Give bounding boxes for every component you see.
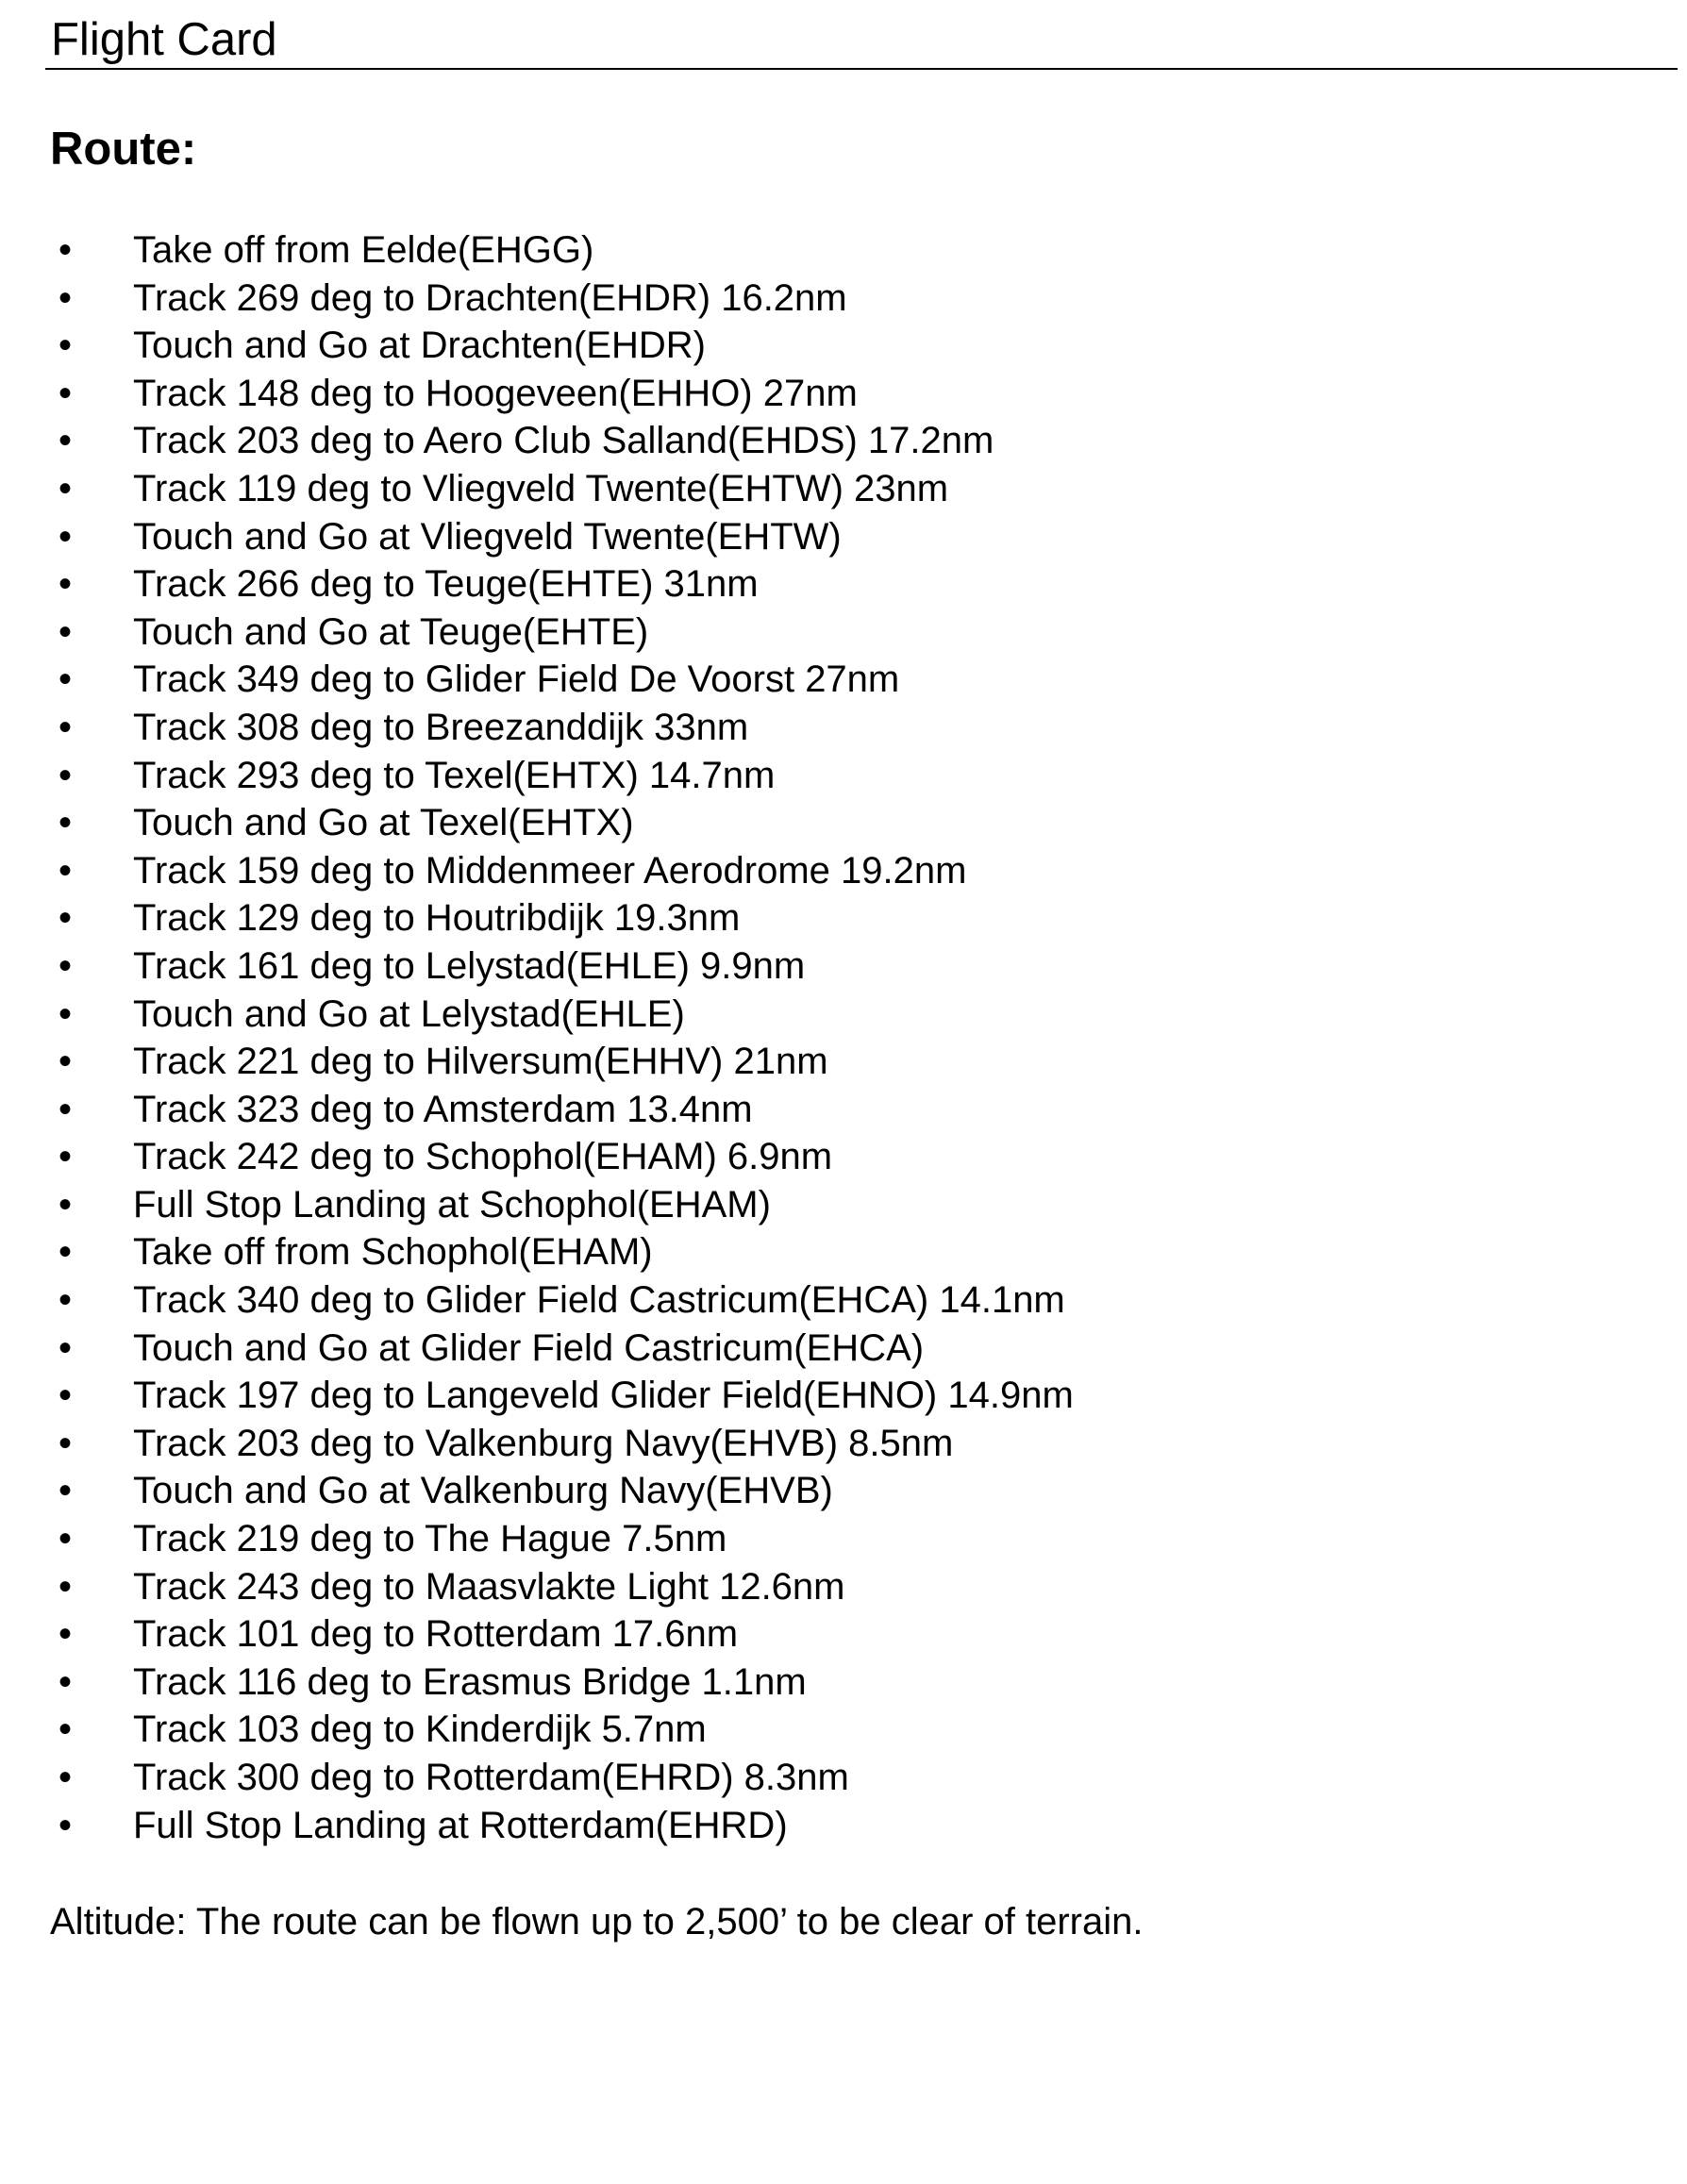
- bullet-icon: •: [58, 515, 73, 558]
- route-item-text: Track 161 deg to Lelystad(EHLE) 9.9nm: [133, 944, 806, 987]
- bullet-icon: •: [58, 1041, 73, 1083]
- route-item: [0, 1563, 1604, 1611]
- route-item: [0, 1038, 1604, 1086]
- route-item: [0, 1086, 1604, 1134]
- route-item-text: Track 308 deg to Breezanddijk 33nm: [133, 706, 749, 748]
- bullet-icon: •: [58, 706, 73, 748]
- route-item: [0, 417, 1604, 465]
- route-item-text: Full Stop Landing at Rotterdam(EHRD): [133, 1804, 788, 1846]
- route-item-text: Touch and Go at Drachten(EHDR): [133, 325, 706, 367]
- route-item: [0, 560, 1604, 609]
- bullet-icon: •: [58, 1326, 73, 1369]
- route-item: [0, 942, 1604, 991]
- route-item-text: Track 119 deg to Vliegveld Twente(EHTW) 23nm: [133, 467, 949, 509]
- route-item: [0, 1420, 1604, 1468]
- route-item-text: Track 203 deg to Valkenburg Navy(EHVB) 8.5nm: [133, 1422, 954, 1464]
- bullet-icon: •: [58, 659, 73, 701]
- route-item: [0, 1325, 1604, 1373]
- bullet-icon: •: [58, 1804, 73, 1846]
- route-item-text: Track 323 deg to Amsterdam 13.4nm: [133, 1088, 753, 1130]
- route-item-text: Track 221 deg to Hilversum(EHHV) 21nm: [133, 1041, 828, 1083]
- route-item-text: Track 159 deg to Middenmeer Aerodrome 19.2nm: [133, 849, 967, 892]
- route-item: [0, 752, 1604, 800]
- bullet-icon: •: [58, 944, 73, 987]
- route-item: [0, 894, 1604, 942]
- bullet-icon: •: [58, 1088, 73, 1130]
- route-item-text: Touch and Go at Glider Field Castricum(EHCA): [133, 1326, 925, 1369]
- route-item: [0, 1706, 1604, 1754]
- bullet-icon: •: [58, 754, 73, 796]
- bullet-icon: •: [58, 802, 73, 844]
- route-item-text: Track 203 deg to Aero Club Salland(EHDS) 17.2nm: [133, 420, 994, 462]
- route-item-text: Track 116 deg to Erasmus Bridge 1.1nm: [133, 1660, 807, 1703]
- route-item: [0, 1610, 1604, 1659]
- page-header: [45, 0, 1678, 70]
- bullet-icon: •: [58, 849, 73, 892]
- route-item-text: Touch and Go at Lelystad(EHLE): [133, 992, 685, 1035]
- route-item-text: Track 266 deg to Teuge(EHTE) 31nm: [133, 563, 759, 606]
- document-title: Flight Card: [51, 14, 277, 65]
- route-item: [0, 1276, 1604, 1325]
- bullet-icon: •: [58, 467, 73, 509]
- bullet-icon: •: [58, 1613, 73, 1656]
- route-item: [0, 1372, 1604, 1420]
- route-item-text: Touch and Go at Vliegveld Twente(EHTW): [133, 515, 842, 558]
- route-item: [0, 275, 1604, 323]
- route-item: [0, 1659, 1604, 1707]
- route-item: [0, 1133, 1604, 1181]
- route-heading: Route:: [50, 124, 197, 175]
- bullet-icon: •: [58, 563, 73, 606]
- route-item-text: Take off from Schophol(EHAM): [133, 1231, 653, 1274]
- route-item: [0, 656, 1604, 704]
- route-item-text: Track 349 deg to Glider Field De Voorst 27nm: [133, 659, 900, 701]
- route-item: [0, 1515, 1604, 1563]
- bullet-icon: •: [58, 1660, 73, 1703]
- bullet-icon: •: [58, 1183, 73, 1225]
- bullet-icon: •: [58, 1518, 73, 1560]
- route-item: [0, 1181, 1604, 1229]
- bullet-icon: •: [58, 1279, 73, 1322]
- route-list: [0, 226, 1604, 1849]
- altitude-note: Altitude: The route can be flown up to 2,500’ to be clear of terrain.: [50, 1901, 1144, 1942]
- route-item-text: Track 129 deg to Houtribdijk 19.3nm: [133, 897, 741, 940]
- bullet-icon: •: [58, 1565, 73, 1608]
- bullet-icon: •: [58, 992, 73, 1035]
- route-item-text: Touch and Go at Valkenburg Navy(EHVB): [133, 1470, 833, 1512]
- route-item-text: Track 197 deg to Langeveld Glider Field(EHNO) 14.9nm: [133, 1375, 1074, 1417]
- bullet-icon: •: [58, 897, 73, 940]
- route-item-text: Track 300 deg to Rotterdam(EHRD) 8.3nm: [133, 1757, 849, 1798]
- bullet-icon: •: [58, 1422, 73, 1464]
- bullet-icon: •: [58, 610, 73, 653]
- route-item-text: Track 340 deg to Glider Field Castricum(EHCA) 14.1nm: [133, 1279, 1065, 1322]
- route-item: [0, 370, 1604, 418]
- route-item-text: Track 269 deg to Drachten(EHDR) 16.2nm: [133, 276, 847, 319]
- route-item: [0, 847, 1604, 895]
- bullet-icon: •: [58, 1231, 73, 1274]
- bullet-icon: •: [58, 276, 73, 319]
- bullet-icon: •: [58, 1757, 73, 1798]
- bullet-icon: •: [58, 229, 73, 271]
- route-item-text: Track 243 deg to Maasvlakte Light 12.6nm: [133, 1565, 845, 1608]
- bullet-icon: •: [58, 1709, 73, 1751]
- route-item: [0, 1802, 1604, 1850]
- route-item-text: Track 103 deg to Kinderdijk 5.7nm: [133, 1709, 707, 1751]
- route-item-text: Track 293 deg to Texel(EHTX) 14.7nm: [133, 754, 776, 796]
- route-item-text: Touch and Go at Texel(EHTX): [133, 802, 634, 844]
- route-item: [0, 465, 1604, 513]
- bullet-icon: •: [58, 420, 73, 462]
- route-item-text: Track 242 deg to Schophol(EHAM) 6.9nm: [133, 1136, 833, 1178]
- route-item: [0, 322, 1604, 370]
- route-item-text: Track 219 deg to The Hague 7.5nm: [133, 1518, 727, 1560]
- route-item: [0, 799, 1604, 847]
- bullet-icon: •: [58, 1375, 73, 1417]
- route-item-text: Take off from Eelde(EHGG): [133, 229, 594, 271]
- bullet-icon: •: [58, 372, 73, 414]
- route-item: [0, 226, 1604, 275]
- route-item-text: Touch and Go at Teuge(EHTE): [133, 610, 649, 653]
- route-item: [0, 1754, 1604, 1802]
- route-item-text: Full Stop Landing at Schophol(EHAM): [133, 1183, 771, 1225]
- route-item-text: Track 101 deg to Rotterdam 17.6nm: [133, 1613, 739, 1656]
- bullet-icon: •: [58, 1470, 73, 1512]
- bullet-icon: •: [58, 325, 73, 367]
- bullet-icon: •: [58, 1136, 73, 1178]
- route-item-text: Track 148 deg to Hoogeveen(EHHO) 27nm: [133, 372, 858, 414]
- route-item: [0, 1467, 1604, 1515]
- route-item: [0, 609, 1604, 657]
- route-item: [0, 1228, 1604, 1276]
- route-item: [0, 991, 1604, 1039]
- route-item: [0, 513, 1604, 561]
- route-item: [0, 704, 1604, 752]
